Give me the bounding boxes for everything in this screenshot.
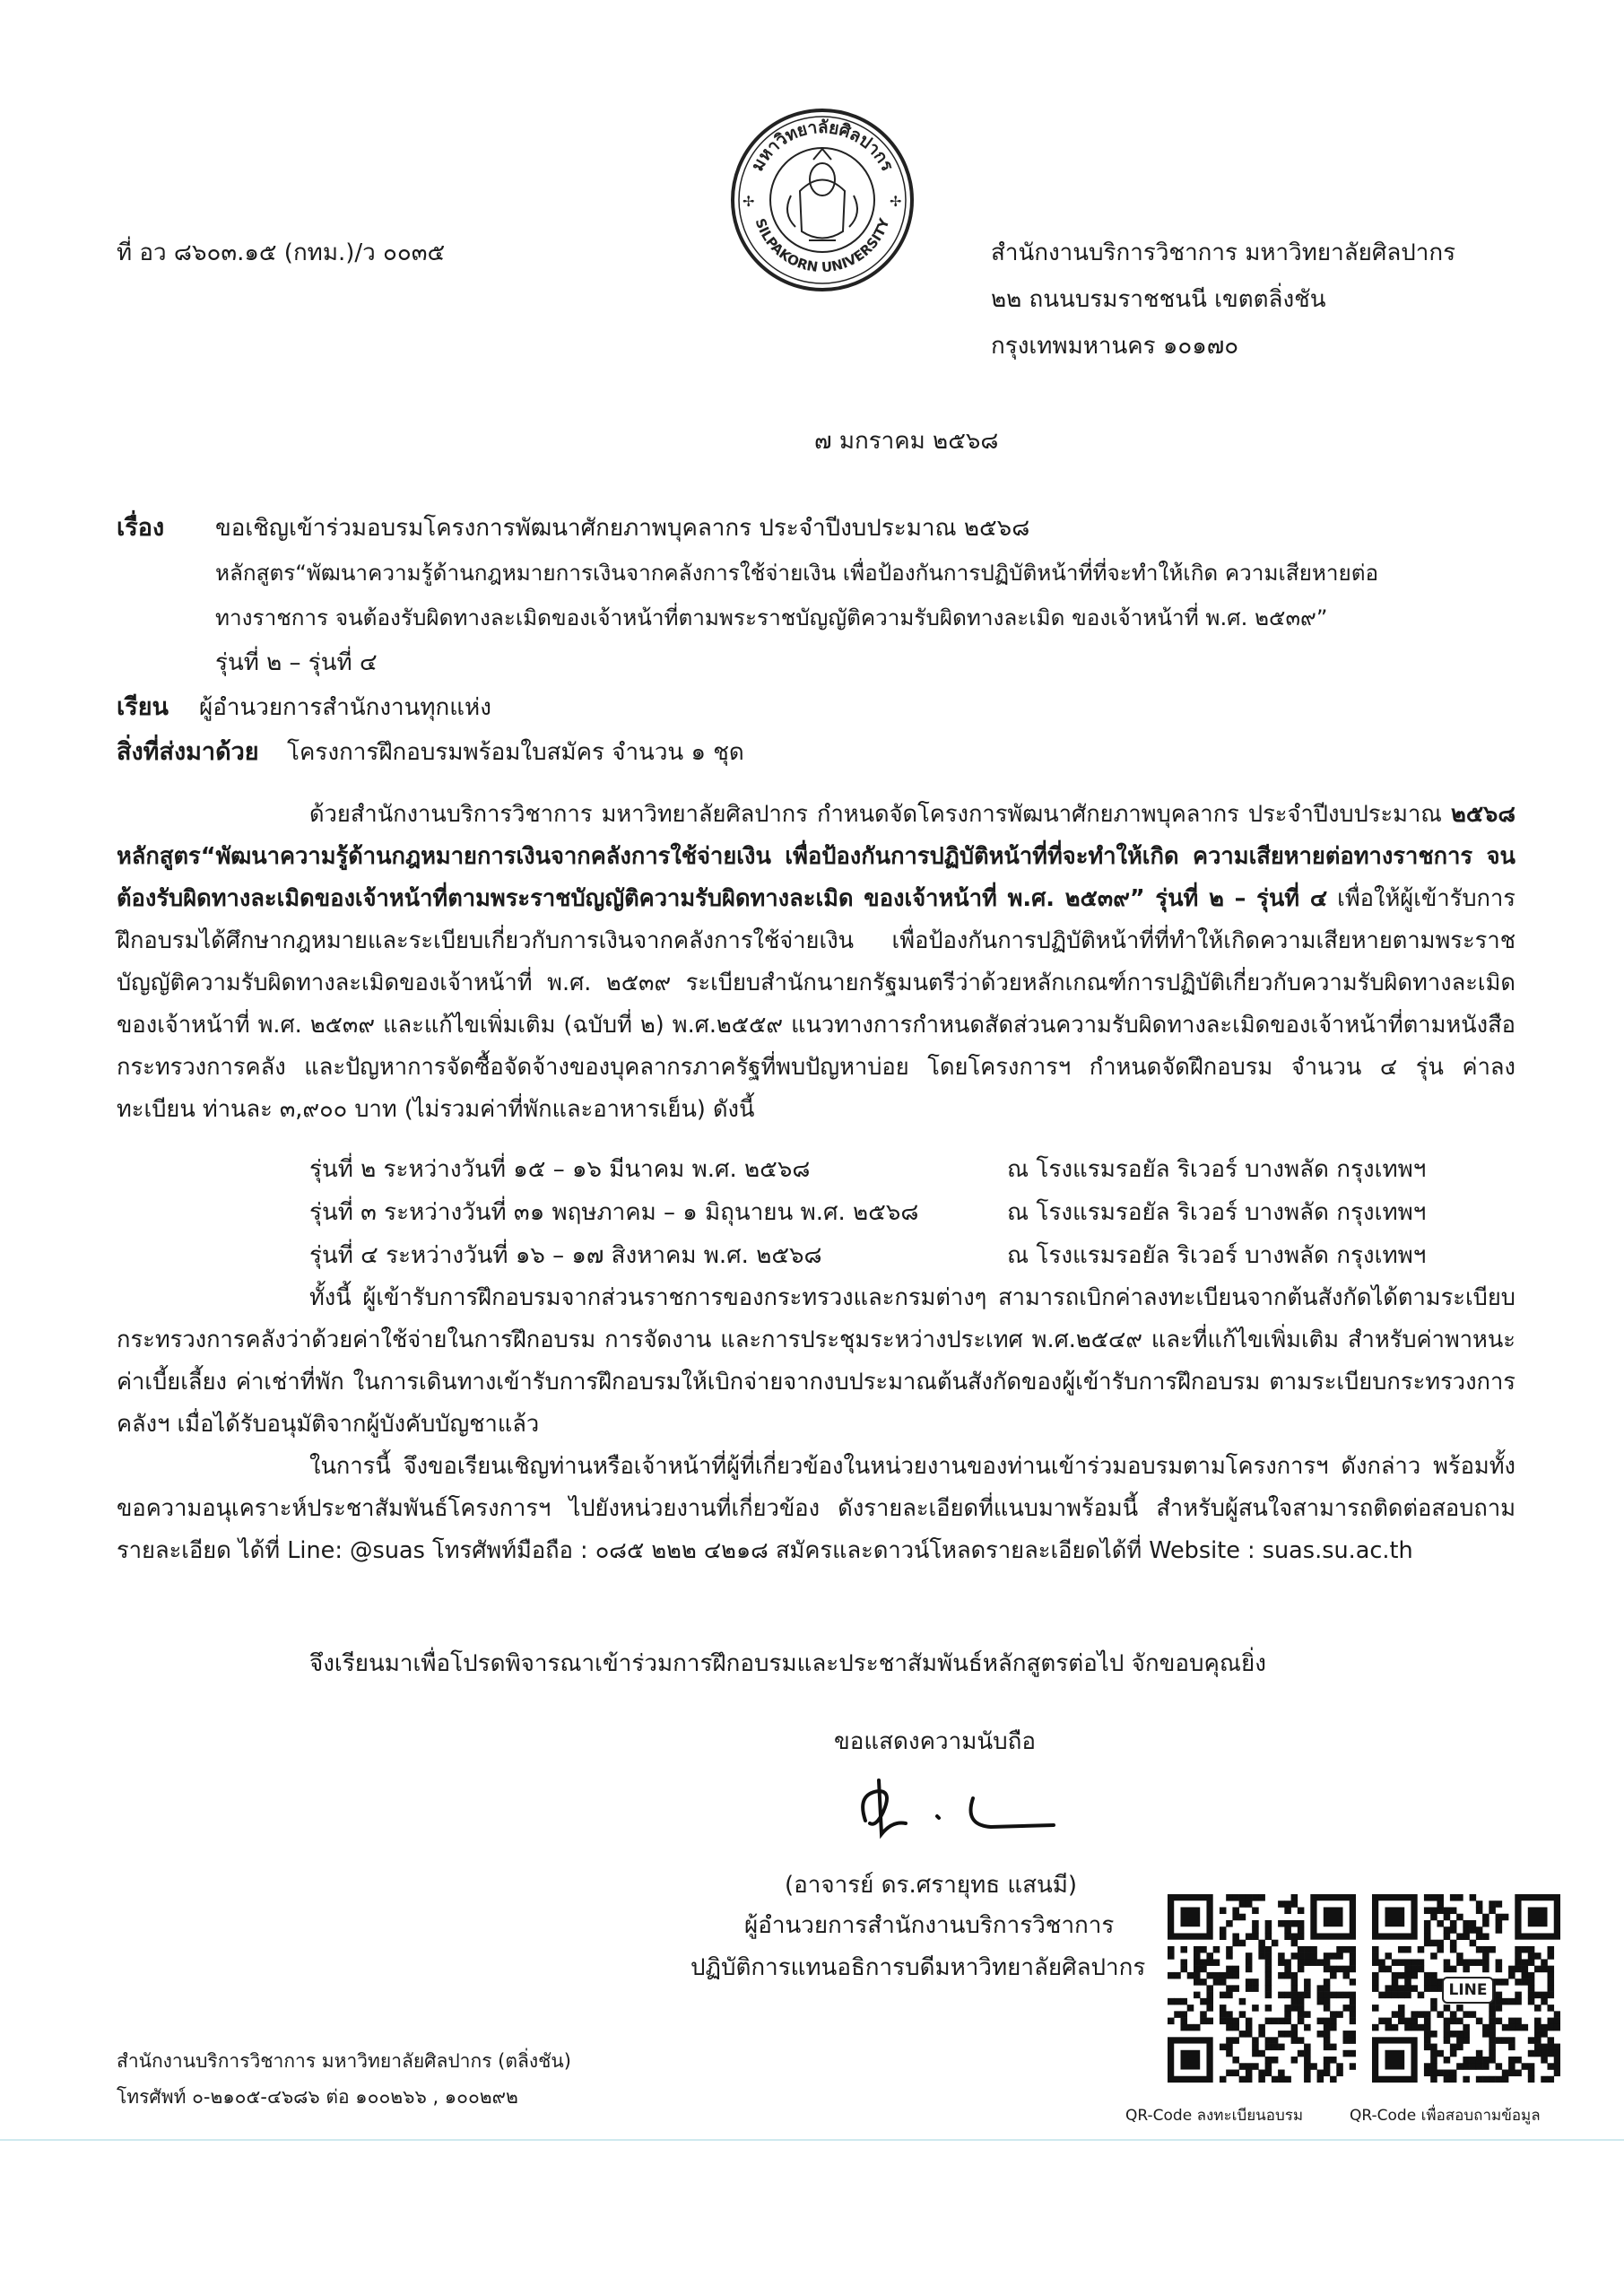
svg-text:✢: ✢ [743, 193, 755, 210]
subject-line-4: รุ่นที่ ๒ – รุ่นที่ ๔ [215, 649, 378, 676]
university-seal [728, 106, 916, 294]
schedule-session-4: รุ่นที่ ๔ ระหว่างวันที่ ๑๖ – ๑๗ สิงหาคม พ.ศ. ๒๕๖๘ [309, 1242, 822, 1269]
schedule-venue-3: ณ โรงแรมรอยัล ริเวอร์ บางพลัด กรุงเทพฯ [1007, 1199, 1427, 1226]
p1-course-title: ๒๕๖๘ หลักสูตร“พัฒนาความรู้ด้านกฎหมายการเงินจากคลังการใช้จ่ายเงิน เพื่อป้องกันการปฏิบัติหน้าที่ที่จะทำให้เกิด ความเสียหายต่อทางราชการ จนต้องรับผิดทางละเมิดของเจ้าหน้าที่ตามพระราชบัญญัติความรับผิดทางละเมิด ของเจ้าหน้าที่ พ.ศ. ๒๕๓๙” รุ่นที่ ๒ – รุ่นที่ ๔ [117, 801, 1515, 912]
subject-line-3: ทางราชการ จนต้องรับผิดทางละเมิดของเจ้าหน้าที่ตามพระราชบัญญัติความรับผิดทางละเมิด ของเจ้าหน้าที่ พ.ศ. ๒๕๓๙” [215, 604, 1328, 631]
p1-rest: เพื่อให้ผู้เข้ารับการฝึกอบรมได้ศึกษากฎหมายและระเบียบเกี่ยวกับการเงินจากคลังการใช้จ่ายเงิน เพื่อป้องกันการปฏิบัติหน้าที่ที่ทำให้เกิดความเสียหายตามพระราชบัญญัติความรับผิดทางละเมิดของเจ้าหน้าที่ พ.ศ. ๒๕๓๙ ระเบียบสำนักนายกรัฐมนตรีว่าด้วยหลักเกณฑ์การปฏิบัติเกี่ยวกับความรับผิดทางละเมิดของเจ้าหน้าที่ พ.ศ. ๒๕๓๙ และแก้ไขเพิ่มเติม (ฉบับที่ ๒) พ.ศ.๒๕๕๙ แนวทางการกำหนดสัดส่วนความรับผิดทางละเมิดของเจ้าหน้าที่ตามหนังสือกระทรวงการคลัง และปัญหาการจัดซื้อจัดจ้างของบุคลากรภาครัฐที่พบปัญหาบ่อย โดยโครงการฯ กำหนดจัดฝึกอบรม จำนวน ๔ รุ่น ค่าลงทะเบียน ท่านละ ๓,๙๐๐ บาท (ไม่รวมค่าที่พักและอาหารเย็น) ดังนี้ [117, 885, 1515, 1123]
enclosure-value: โครงการฝึกอบรมพร้อมใบสมัคร จำนวน ๑ ชุด [287, 739, 744, 766]
line-label: LINE [1442, 1977, 1494, 2004]
handwritten-signature [838, 1771, 1063, 1852]
reference-number: ที่ อว ๘๖๐๓.๑๕ (กทม.)/ว ๐๐๓๕ [117, 239, 446, 266]
subject-line-2: หลักสูตร“พัฒนาความรู้ด้านกฎหมายการเงินจากคลังการใช้จ่ายเงิน เพื่อป้องกันการปฏิบัติหน้าที่ที่จะทำให้เกิด ความเสียหายต่อ [215, 560, 1379, 586]
schedule-session-2: รุ่นที่ ๒ ระหว่างวันที่ ๑๕ – ๑๖ มีนาคม พ.ศ. ๒๕๖๘ [309, 1156, 811, 1183]
schedule-venue-4: ณ โรงแรมรอยัล ริเวอร์ บางพลัด กรุงเทพฯ [1007, 1242, 1427, 1269]
to-label: เรียน [117, 693, 169, 721]
bottom-divider [0, 2139, 1624, 2141]
schedule-venue-2: ณ โรงแรมรอยัล ริเวอร์ บางพลัด กรุงเทพฯ [1007, 1156, 1427, 1183]
contact-qr-caption: QR-Code เพื่อสอบถามข้อมูล [1350, 2107, 1541, 2125]
enclosure-label: สิ่งที่ส่งมาด้วย [117, 738, 259, 766]
p1-intro: ด้วยสำนักงานบริการวิชาการ มหาวิทยาลัยศิลปากร กำหนดจัดโครงการพัฒนาศักยภาพบุคลากร ประจำปีงบประมาณ [309, 801, 1442, 828]
body-paragraph-1 [117, 794, 1515, 1131]
signatory-title-2: ปฏิบัติการแทนอธิการบดีมหาวิทยาลัยศิลปากร [690, 1954, 1146, 1981]
signatory-name: (อาจารย์ ดร.ศรายุทธ แสนมี) [785, 1872, 1078, 1899]
address-line-2: ๒๒ ถนนบรมราชชนนี เขตตลิ่งชัน [991, 286, 1326, 313]
subject-line-1: ขอเชิญเข้าร่วมอบรมโครงการพัฒนาศักยภาพบุคลากร ประจำปีงบประมาณ ๒๕๖๘ [215, 515, 1030, 542]
address-line-1: สำนักงานบริการวิชาการ มหาวิทยาลัยศิลปากร [991, 239, 1456, 266]
svg-text:✢: ✢ [890, 193, 902, 210]
address-line-3: กรุงเทพมหานคร ๑๐๑๗๐ [991, 333, 1239, 360]
document-date: ๗ มกราคม ๒๕๖๘ [814, 428, 999, 455]
subject-label: เรื่อง [117, 514, 165, 542]
body-paragraph-3: ในการนี้ จึงขอเรียนเชิญท่านหรือเจ้าหน้าที่ผู้ที่เกี่ยวข้องในหน่วยงานของท่านเข้าร่วมอบรมตามโครงการฯ ดังกล่าว พร้อมทั้งขอความอนุเคราะห์ประชาสัมพันธ์โครงการฯ ไปยังหน่วยงานที่เกี่ยวข้อง ดังรายละเอียดที่แนบมาพร้อมนี้ สำหรับผู้สนใจสามารถติดต่อสอบถามรายละเอียด ได้ที่ Line: @suas โทรศัพท์มือถือ : ๐๘๕ ๒๒๒ ๔๒๑๘ สมัครและดาวน์โหลดรายละเอียดได้ที่ Website : suas.su.ac.th [117, 1453, 1515, 1564]
closing-line: จึงเรียนมาเพื่อโปรดพิจารณาเข้าร่วมการฝึกอบรมและประชาสัมพันธ์หลักสูตรต่อไป จักขอบคุณยิ่ง [309, 1650, 1266, 1677]
register-qr-code[interactable] [1168, 1894, 1356, 2083]
seal-text-bottom: SILPAKORN UNIVERSITY [751, 216, 893, 276]
signatory-title-1: ผู้อำนวยการสำนักงานบริการวิชาการ [744, 1912, 1115, 1939]
footer-phone: โทรศัพท์ ๐-๒๑๐๕-๔๖๘๖ ต่อ ๑๐๐๒๖๖ , ๑๐๐๒๙๒ [117, 2086, 518, 2108]
schedule-session-3: รุ่นที่ ๓ ระหว่างวันที่ ๓๑ พฤษภาคม – ๑ มิถุนายน พ.ศ. ๒๕๖๘ [309, 1199, 919, 1226]
line-qr-code[interactable] [1372, 1894, 1560, 2083]
to-value: ผู้อำนวยการสำนักงานทุกแห่ง [199, 694, 491, 721]
register-qr-caption: QR-Code ลงทะเบียนอบรม [1125, 2107, 1304, 2125]
body-paragraph-2: ทั้งนี้ ผู้เข้ารับการฝึกอบรมจากส่วนราชการของกระทรวงและกรมต่างๆ สามารถเบิกค่าลงทะเบียนจากต้นสังกัดได้ตามระเบียบกระทรวงการคลังว่าด้วยค่าใช้จ่ายในการฝึกอบรม การจัดงาน และการประชุมระหว่างประเทศ พ.ศ.๒๕๔๙ และที่แก้ไขเพิ่มเติม สำหรับค่าพาหนะ ค่าเบี้ยเลี้ยง ค่าเช่าที่พัก ในการเดินทางเข้ารับการฝึกอบรมให้เบิกจ่ายจากงบประมาณต้นสังกัดของผู้เข้ารับการฝึกอบรม ตามระเบียบกระทรวงการคลังฯ เมื่อได้รับอนุมัติจากผู้บังคับบัญชาแล้ว [117, 1284, 1515, 1438]
seal-text-top: มหาวิทยาลัยศิลปากร [747, 117, 898, 175]
regards: ขอแสดงความนับถือ [834, 1728, 1036, 1755]
footer-office: สำนักงานบริการวิชาการ มหาวิทยาลัยศิลปากร (ตลิ่งชัน) [117, 2050, 571, 2072]
